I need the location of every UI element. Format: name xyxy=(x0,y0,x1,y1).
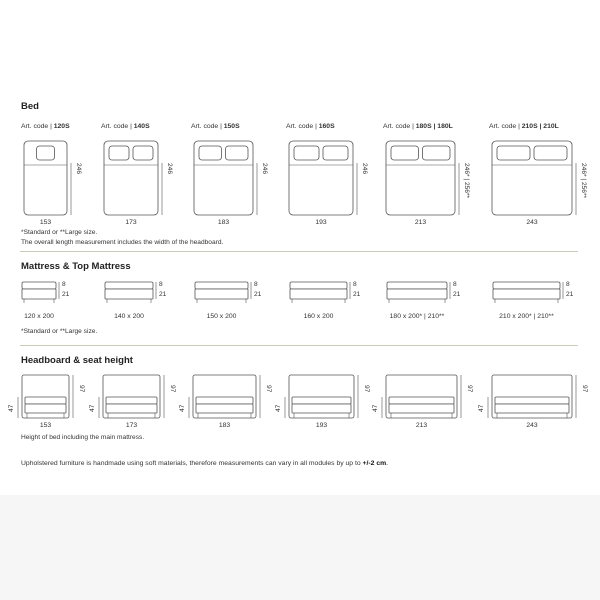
total-height-label: 97 xyxy=(581,385,588,393)
bed-width-label: 213 xyxy=(414,219,427,226)
mattress-height-label: 21 xyxy=(159,291,167,298)
top-mattress xyxy=(22,282,56,289)
bed-base-front xyxy=(25,404,66,413)
bed-base-front xyxy=(292,404,351,413)
bed-length-label: 246 xyxy=(361,163,368,175)
bed-length-note: The overall length measurement includes the width of the headboard. xyxy=(21,239,224,246)
headboard-width-label: 153 xyxy=(39,422,52,429)
main-mattress-front xyxy=(389,397,454,404)
bed-length-label: 246 xyxy=(261,163,268,175)
top-mattress xyxy=(290,282,347,289)
pillow xyxy=(133,146,153,160)
mattress-size-label: 180 x 200* | 210** xyxy=(389,313,445,320)
main-mattress xyxy=(105,289,153,299)
top-mattress xyxy=(493,282,560,289)
art-code-label xyxy=(191,123,240,130)
pillow xyxy=(37,146,55,160)
art-code-prefix: Art. code | xyxy=(191,123,224,130)
main-mattress-front xyxy=(25,397,66,404)
total-height-label: 97 xyxy=(78,385,85,393)
total-height-label: 97 xyxy=(169,385,176,393)
headboard-width-label: 183 xyxy=(218,422,231,429)
bed-length-label: 246* | 256** xyxy=(580,163,587,199)
footnote-text: Upholstered furniture is handmade using soft materials, therefore measurements can vary in all modules by up to xyxy=(21,460,363,467)
art-code-prefix: Art. code | xyxy=(286,123,319,130)
main-mattress xyxy=(22,289,56,299)
mattress-size-note: *Standard or **Large size. xyxy=(21,328,98,335)
top-mattress-height-label: 8 xyxy=(453,281,457,288)
mattress-size-label: 160 x 200 xyxy=(303,313,334,320)
art-code-prefix: Art. code | xyxy=(383,123,416,130)
top-mattress-height-label: 8 xyxy=(62,281,66,288)
bed-width-label: 193 xyxy=(315,219,327,226)
main-mattress-front xyxy=(495,397,569,404)
mattress-height-label: 21 xyxy=(353,291,361,298)
headboard-width-label: 193 xyxy=(315,422,328,429)
art-code-value: 210S | 210L xyxy=(521,123,559,130)
art-code-label xyxy=(286,123,335,130)
pillow xyxy=(109,146,129,160)
seat-height-label: 47 xyxy=(372,404,379,412)
art-code-value: 120S xyxy=(53,123,70,130)
pillow xyxy=(294,146,319,160)
pillow xyxy=(497,146,530,160)
pillow xyxy=(391,146,419,160)
headboard-section-title: Headboard & seat height xyxy=(21,355,133,366)
main-mattress-front xyxy=(196,397,253,404)
top-mattress-height-label: 8 xyxy=(353,281,357,288)
art-code-label xyxy=(383,123,453,130)
total-height-label: 97 xyxy=(265,385,272,393)
headboard-width-label: 173 xyxy=(125,422,138,429)
top-mattress-height-label: 8 xyxy=(159,281,163,288)
main-mattress xyxy=(290,289,347,299)
bed-width-label: 243 xyxy=(526,219,538,226)
main-mattress xyxy=(387,289,447,299)
mattress-size-label: 120 x 200 xyxy=(24,313,54,320)
mattress-height-label: 21 xyxy=(254,291,262,298)
tolerance-value: +/-2 cm xyxy=(362,460,387,467)
footnote-end: . xyxy=(386,460,389,467)
bed-length-label: 246* | 256** xyxy=(463,163,470,199)
headboard-height-note: Height of bed including the main mattress. xyxy=(21,434,145,441)
art-code-value: 180S | 180L xyxy=(415,123,453,130)
bed-length-label: 246 xyxy=(75,163,82,175)
pillow xyxy=(226,146,249,160)
bed-width-label: 173 xyxy=(125,219,137,226)
headboard-width-label: 243 xyxy=(526,422,538,429)
art-code-value: 160S xyxy=(318,123,335,130)
top-mattress xyxy=(105,282,153,289)
main-mattress-front xyxy=(106,397,157,404)
pillow xyxy=(423,146,451,160)
bed-size-note: *Standard or **Large size. xyxy=(21,229,98,236)
seat-height-label: 47 xyxy=(478,404,485,412)
seat-height-label: 47 xyxy=(89,404,96,412)
art-code-label xyxy=(21,123,70,130)
mattress-height-label: 21 xyxy=(453,291,461,298)
mattress-size-label: 150 x 200 xyxy=(206,313,237,320)
bed-width-label: 153 xyxy=(39,219,52,226)
bed-base-front xyxy=(389,404,454,413)
headboard-width-label: 213 xyxy=(415,422,428,429)
art-code-label xyxy=(101,123,150,130)
bed-base-front xyxy=(106,404,157,413)
main-mattress xyxy=(493,289,560,299)
bed-section-title: Bed xyxy=(21,101,39,112)
art-code-label xyxy=(489,123,559,130)
bed-base-front xyxy=(495,404,569,413)
art-code-value: 140S xyxy=(133,123,150,130)
mattress-size-label: 140 x 200 xyxy=(114,313,144,320)
top-mattress-height-label: 8 xyxy=(254,281,258,288)
mattress-size-label: 210 x 200* | 210** xyxy=(499,313,554,320)
main-mattress-front xyxy=(292,397,351,404)
seat-height-label: 47 xyxy=(179,404,186,412)
top-mattress xyxy=(387,282,447,289)
main-mattress xyxy=(195,289,248,299)
pillow xyxy=(534,146,567,160)
mattress-height-label: 21 xyxy=(566,291,574,298)
pillow xyxy=(323,146,348,160)
bed-width-label: 183 xyxy=(217,219,230,226)
art-code-prefix: Art. code | xyxy=(489,123,522,130)
bed-base-front xyxy=(196,404,253,413)
total-height-label: 97 xyxy=(466,385,473,393)
top-mattress-height-label: 8 xyxy=(566,281,570,288)
art-code-prefix: Art. code | xyxy=(101,123,134,130)
bed-length-label: 246 xyxy=(166,163,173,175)
pillow xyxy=(199,146,222,160)
mattress-section-title: Mattress & Top Mattress xyxy=(21,261,131,272)
mattress-height-label: 21 xyxy=(62,291,70,298)
seat-height-label: 47 xyxy=(8,404,15,412)
art-code-prefix: Art. code | xyxy=(21,123,54,130)
art-code-value: 150S xyxy=(223,123,240,130)
top-mattress xyxy=(195,282,248,289)
total-height-label: 97 xyxy=(363,385,370,393)
seat-height-label: 47 xyxy=(275,404,282,412)
